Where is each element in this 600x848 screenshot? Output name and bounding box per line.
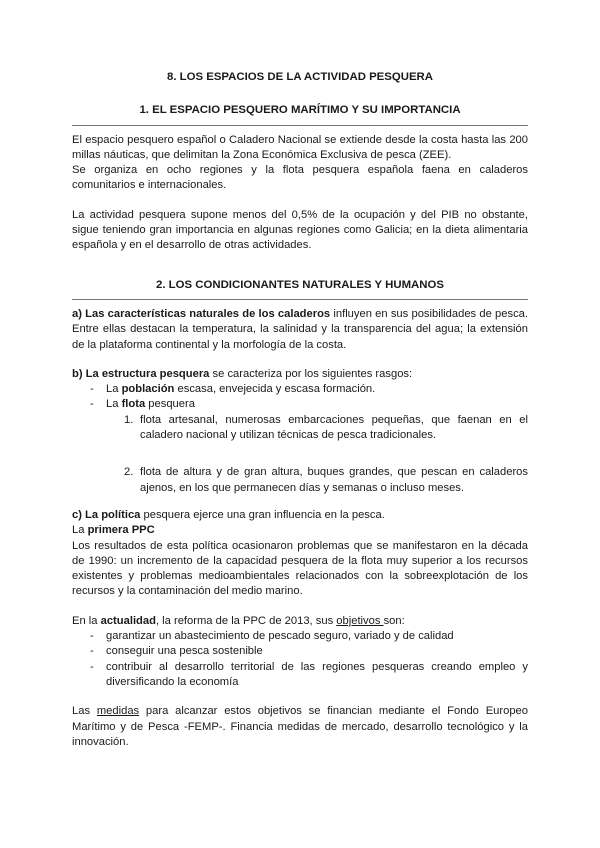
paragraph-c-text: pesquera ejerce una gran influencia en la pesca.	[140, 508, 385, 521]
medidas-paragraph: Las medidas para alcanzar estos objetivos se financian mediante el Fondo Europeo Marítimo y de Pesca -FEMP-. Financia medidas de mercado, desarrollo tecnológico y la innovación.	[72, 705, 528, 748]
paragraph-b-text: se caracteriza por los siguientes rasgos:	[209, 367, 413, 380]
list-item: - garantizar un abastecimiento de pescado seguro, variado y de calidad	[72, 629, 528, 644]
paragraph-c	[72, 508, 528, 523]
paragraph-c-lead: c) La política	[72, 508, 141, 521]
estructura-list	[72, 382, 528, 413]
list-item: 1. flota artesanal, numerosas embarcaciones pequeñas, que faenan en el caladero nacional y utilizan técnicas de pesca tradicionales.	[124, 413, 528, 442]
section1-paragraph-2: Se organiza en ocho regiones y la flota pesquera española faena en caladeros comunitarios e internacionales.	[72, 164, 528, 192]
actualidad-paragraph: En la actualidad, la reforma de la PPC de 2013, sus objetivos son:	[72, 614, 405, 627]
list-item: - La población escasa, envejecida y escasa formación.	[72, 382, 528, 397]
paragraph-b-lead: b) La estructura pesquera	[72, 367, 210, 380]
paragraph-a-lead: a) Las características naturales de los caladeros	[72, 307, 331, 320]
paragraph-a	[72, 307, 528, 353]
section1-title: 1. EL ESPACIO PESQUERO MARÍTIMO Y SU IMPORTANCIA	[139, 104, 461, 117]
section1-divider	[72, 125, 528, 126]
list-item: - conseguir una pesca sostenible	[72, 644, 528, 659]
paragraph-b	[72, 367, 528, 382]
document-page	[72, 70, 528, 750]
list-item: - contribuir al desarrollo territorial de las regiones pesqueras creando empleo y diversificando la economía	[72, 660, 528, 691]
ppc-paragraph: Los resultados de esta política ocasionaron problemas que se manifestaron en la década de 1990: un incremento de la capacidad pesquera de la flota muy superior a los recursos existentes y problemas medioambientales relacionados con la sobreexplotación de los recursos y la contaminación del medio marino.	[72, 539, 528, 598]
paragraph-a-text: influyen en sus posibilidades de pesca. Entre ellas destacan la temperatura, la salinidad y la transparencia del agua; la extensión de la plataforma continental y la morfología de la costa.	[72, 307, 529, 351]
section2-title: 2. LOS CONDICIONANTES NATURALES Y HUMANOS	[156, 278, 444, 291]
list-item: - La flota pesquera	[72, 397, 528, 412]
objetivos-list	[72, 629, 528, 690]
section2-divider	[72, 299, 528, 300]
list-item: 2. flota de altura y de gran altura, buques grandes, que pescan en caladeros ajenos, en los que permanecen días y semanas o incluso meses.	[124, 466, 528, 494]
section1-paragraph-3: La actividad pesquera supone menos del 0,5% de la ocupación y del PIB no obstante, sigue teniendo gran importancia en algunas regiones como Galicia; en la dieta alimentaria española y en el desarrollo de otras actividades.	[72, 208, 528, 252]
main-heading: 8. LOS ESPACIOS DE LA ACTIVIDAD PESQUERA	[166, 71, 434, 83]
flota-list	[72, 413, 528, 496]
section1-paragraph-1: El espacio pesquero español o Caladero Nacional se extiende desde la costa hasta las 200 millas náuticas, que delimitan la Zona Económica Exclusiva de pesca (ZEE).	[72, 133, 528, 161]
ppc-heading: La primera PPC	[72, 524, 155, 537]
